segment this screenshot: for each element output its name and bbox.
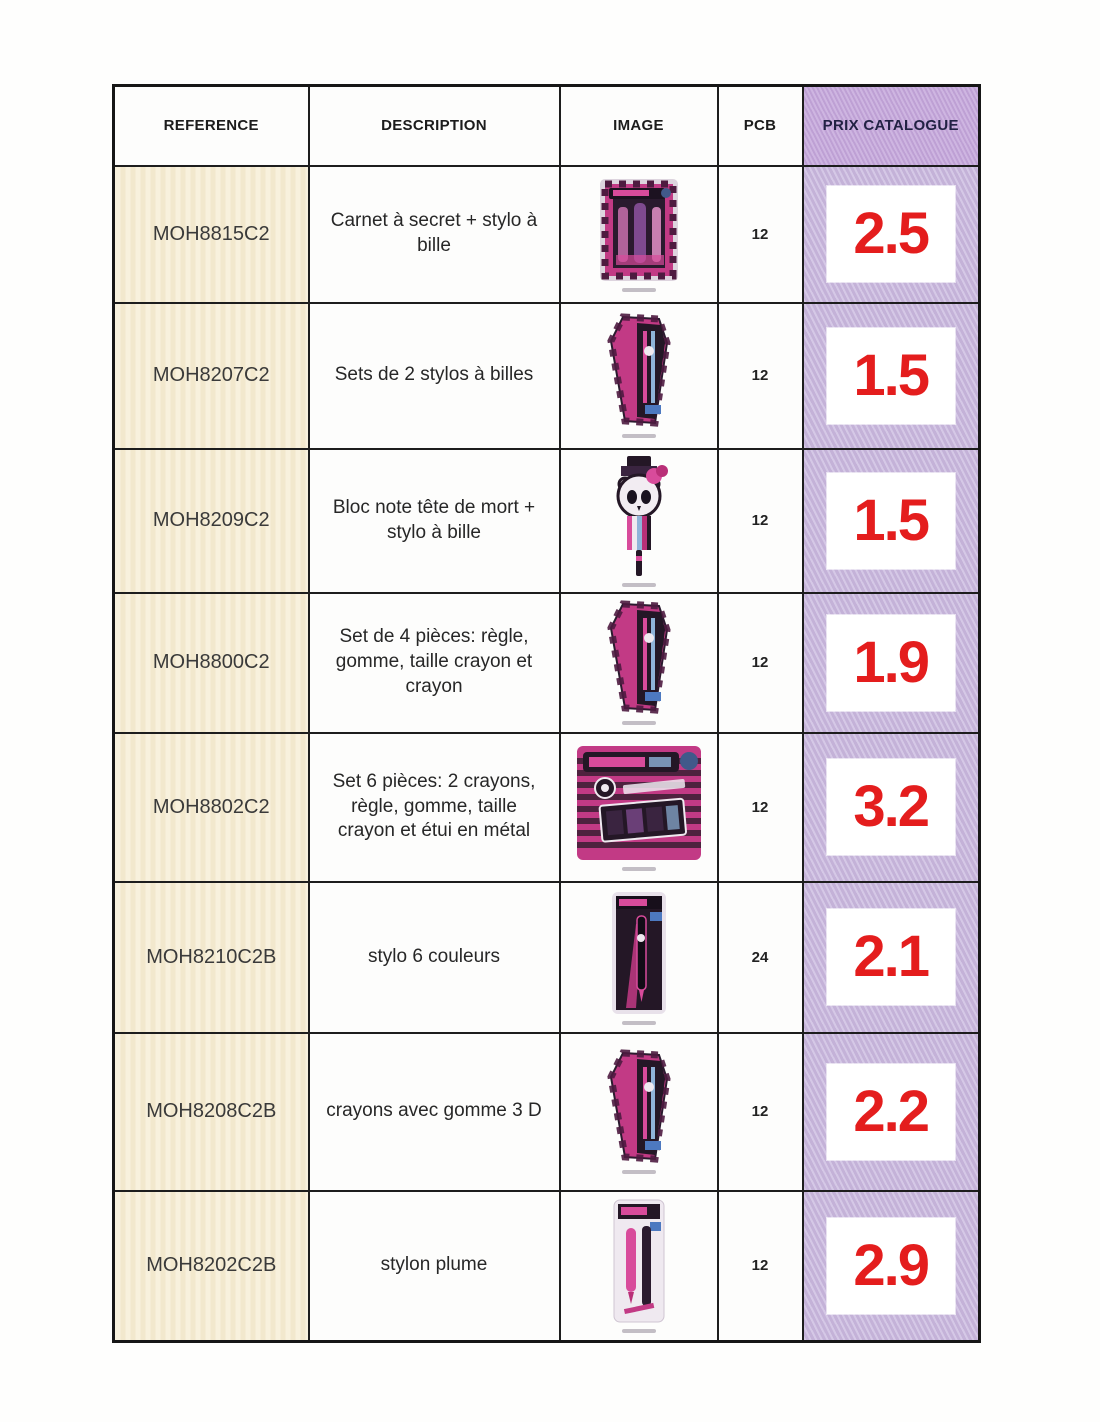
pcb-value: 12: [751, 798, 769, 816]
pcb-cell: [718, 303, 803, 449]
price-value: 1.5: [853, 342, 929, 408]
product-photo: [561, 177, 717, 283]
reference-cell: [114, 1191, 309, 1342]
reference-value: MOH8800C2: [152, 651, 270, 673]
price-value: 3.2: [853, 774, 929, 839]
price-box: [827, 1218, 955, 1314]
description-value: stylo 6 couleurs: [367, 945, 500, 967]
image-cell: [560, 449, 718, 593]
table-row: [114, 166, 980, 303]
price-box: [827, 615, 955, 711]
product-photo: [561, 600, 717, 716]
image-caption-smudge: [622, 583, 656, 587]
price-value: 2.5: [853, 201, 929, 266]
price-box: [827, 186, 955, 282]
price-cell: [803, 303, 980, 449]
price-cell: [803, 449, 980, 593]
table-row: [114, 1191, 980, 1342]
header-row: [114, 86, 980, 166]
reference-value: MOH8802C2: [152, 795, 270, 818]
pcb-cell: [718, 593, 803, 733]
col-header-pcb: PCB: [718, 86, 803, 166]
description-cell: [309, 593, 560, 733]
image-caption-smudge: [622, 1329, 656, 1333]
reference-value: MOH8210C2B: [146, 945, 277, 968]
reference-cell: [114, 303, 309, 449]
price-cell: [803, 1191, 980, 1342]
description-value: Carnet à secret + stylo à bille: [330, 210, 538, 256]
pcb-cell: [718, 166, 803, 303]
pcb-value: 12: [751, 367, 769, 384]
product-photo: [561, 1049, 717, 1165]
price-box: [827, 473, 955, 569]
description-value: stylon plume: [380, 1254, 488, 1276]
reference-cell: [114, 166, 309, 303]
reference-cell: [114, 1033, 309, 1191]
product-photo: [561, 890, 717, 1016]
col-header-prix-catalogue: PRIX CATALOGUE: [803, 86, 980, 166]
image-cell: [560, 733, 718, 882]
pcb-value: 12: [751, 654, 769, 671]
price-cell: [803, 882, 980, 1033]
reference-value: MOH8202C2B: [146, 1254, 277, 1277]
pcb-cell: [718, 733, 803, 882]
col-header-description: DESCRIPTION: [309, 86, 560, 166]
reference-value: MOH8815C2: [152, 222, 270, 245]
reference-cell: [114, 733, 309, 882]
product-photo: [561, 454, 717, 578]
table-row: [114, 449, 980, 593]
reference-cell: [114, 882, 309, 1033]
pcb-value: 12: [751, 1257, 769, 1275]
price-box: [827, 328, 955, 424]
description-value: Bloc note tête de mort + stylo à bille: [332, 496, 536, 543]
col-header-image: IMAGE: [560, 86, 718, 166]
image-cell: [560, 882, 718, 1033]
price-box: [827, 1064, 955, 1160]
price-box: [827, 909, 955, 1005]
product-photo: [561, 313, 717, 429]
price-cell: [803, 166, 980, 303]
description-value: Set 6 pièces: 2 crayons, règle, gomme, taille crayon et étui en métal: [332, 770, 536, 842]
reference-value: MOH8209C2: [152, 509, 270, 531]
reference-value: MOH8207C2: [152, 364, 270, 386]
reference-value: MOH8208C2B: [146, 1100, 277, 1122]
image-caption-smudge: [622, 867, 656, 871]
table-row: [114, 882, 980, 1033]
description-cell: [309, 733, 560, 882]
image-caption-smudge: [622, 721, 656, 725]
price-box: [827, 759, 955, 855]
price-value: 2.2: [853, 1078, 929, 1144]
price-value: 1.9: [853, 629, 929, 695]
catalog-table: [112, 84, 981, 1343]
description-cell: [309, 1191, 560, 1342]
image-cell: [560, 1191, 718, 1342]
pcb-cell: [718, 1033, 803, 1191]
description-value: Set de 4 pièces: règle, gomme, taille crayon et crayon: [335, 626, 533, 697]
description-cell: [309, 449, 560, 593]
price-value: 2.9: [853, 1232, 929, 1298]
description-value: crayons avec gomme 3 D: [326, 1100, 542, 1122]
pcb-cell: [718, 882, 803, 1033]
product-photo: [561, 1198, 717, 1324]
table-row: [114, 733, 980, 882]
table-row: [114, 1033, 980, 1191]
price-value: 2.1: [853, 924, 929, 989]
image-cell: [560, 1033, 718, 1191]
product-photo: [561, 744, 717, 862]
pcb-cell: [718, 449, 803, 593]
image-caption-smudge: [622, 1021, 656, 1025]
pcb-cell: [718, 1191, 803, 1342]
image-caption-smudge: [622, 1170, 656, 1174]
price-cell: [803, 733, 980, 882]
description-cell: [309, 882, 560, 1033]
description-cell: [309, 1033, 560, 1191]
pcb-value: 12: [751, 225, 769, 243]
pcb-value: 24: [751, 948, 769, 966]
price-cell: [803, 593, 980, 733]
pcb-value: 12: [751, 512, 769, 529]
image-caption-smudge: [622, 434, 656, 438]
description-value: Sets de 2 stylos à billes: [334, 364, 534, 386]
price-value: 1.5: [853, 487, 929, 553]
reference-cell: [114, 449, 309, 593]
description-cell: [309, 166, 560, 303]
price-cell: [803, 1033, 980, 1191]
image-cell: [560, 303, 718, 449]
table-row: [114, 303, 980, 449]
table-row: [114, 593, 980, 733]
image-cell: [560, 593, 718, 733]
image-cell: [560, 166, 718, 303]
description-cell: [309, 303, 560, 449]
reference-cell: [114, 593, 309, 733]
image-caption-smudge: [622, 288, 656, 292]
pcb-value: 12: [751, 1103, 769, 1120]
col-header-reference: REFERENCE: [114, 86, 309, 166]
